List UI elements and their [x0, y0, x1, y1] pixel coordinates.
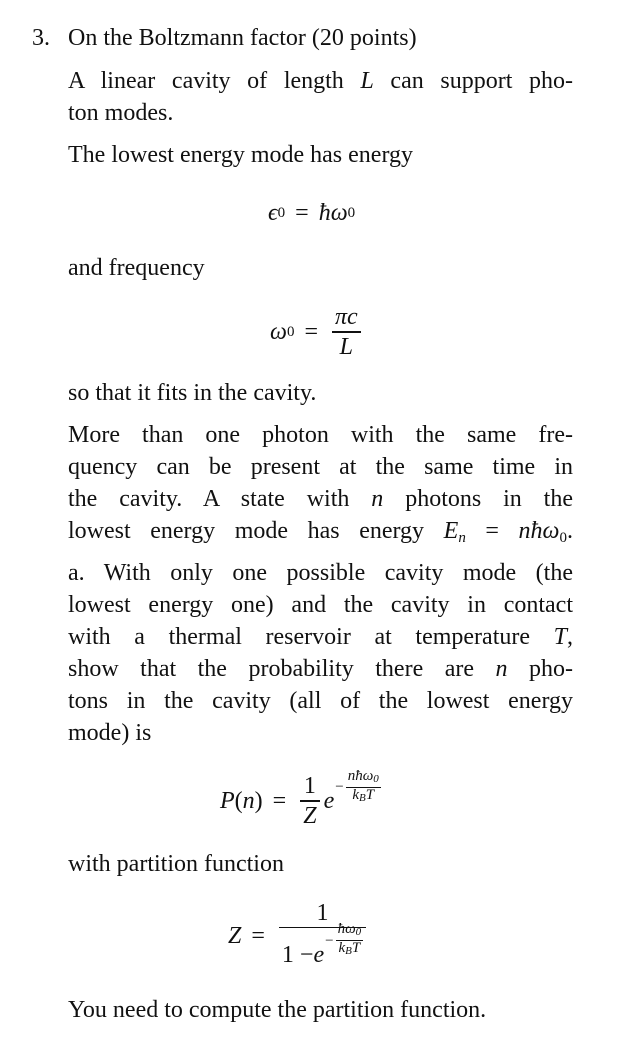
fraction-pi-c-over-L: $\frac{\pi c}{L}$	[332, 303, 361, 361]
photons-line-2: quency can be present at the same time in	[68, 454, 573, 480]
fraction-one-over-Z: $\frac{1}{Z}$	[300, 772, 319, 830]
fits-text: so that it fits in the cavity.	[68, 380, 317, 406]
intro-paragraph	[68, 65, 573, 129]
intro-line-2: ton modes.	[68, 100, 174, 126]
equation-lowest-energy: ϵ 0 = ħω 0	[268, 200, 356, 226]
part-a-line-2: lowest energy one) and the cavity in contact	[68, 592, 573, 618]
final-instruction-text: You need to compute the partition function.	[68, 997, 487, 1023]
part-a-line-6: mode) is	[68, 720, 152, 746]
intro-line-1: A linear cavity of length L can support pho-	[68, 68, 573, 94]
partition-function-text: with partition function	[68, 851, 284, 877]
lowest-energy-text: The lowest energy mode has energy	[68, 142, 414, 168]
partition-exponent: − $\frac{ħ\omega 0}{\text{kBT}}$	[325, 921, 362, 958]
photons-paragraph	[68, 419, 573, 547]
problem-number: 3.	[32, 25, 50, 51]
boltzmann-exponent: − $\frac{\text{nħω0}}{\text{kBT}}$	[335, 767, 379, 804]
equation-frequency: ω 0 = $\frac{\pi c}{L}$	[270, 302, 365, 362]
part-a-line-1: a. With only one possible cavity mode (the	[68, 560, 573, 586]
problem-title: On the Boltzmann factor (20 points)	[68, 25, 417, 51]
and-frequency-text: and frequency	[68, 255, 205, 281]
photons-line-4: lowest energy mode has energy $E_n$ = nħω$_0$.	[68, 518, 573, 546]
photons-line-3: the cavity. A state with n photons in the	[68, 486, 574, 512]
fraction-partition: 1 1 − e − $\frac{ħ\omega 0}{\text{kBT}}$	[279, 899, 366, 974]
equation-partition-function: Z = 1 1 − e − $\frac{ħ\omega 0}{\text{kBT}}$	[228, 900, 370, 972]
part-a-line-4: show that the probability there are n pho-	[68, 656, 573, 682]
equation-probability: P ( n ) = $\frac{1}{Z}$ e − $\frac{\text{nħω0}}{\text{kBT}}$	[220, 767, 379, 829]
part-a-line-3: with a thermal reservoir at temperature T,	[68, 624, 573, 650]
photons-line-1: More than one photon with the same fre-	[68, 422, 573, 448]
part-a-paragraph	[68, 557, 573, 749]
part-a-line-5: tons in the cavity (all of the lowest energy	[68, 688, 573, 714]
